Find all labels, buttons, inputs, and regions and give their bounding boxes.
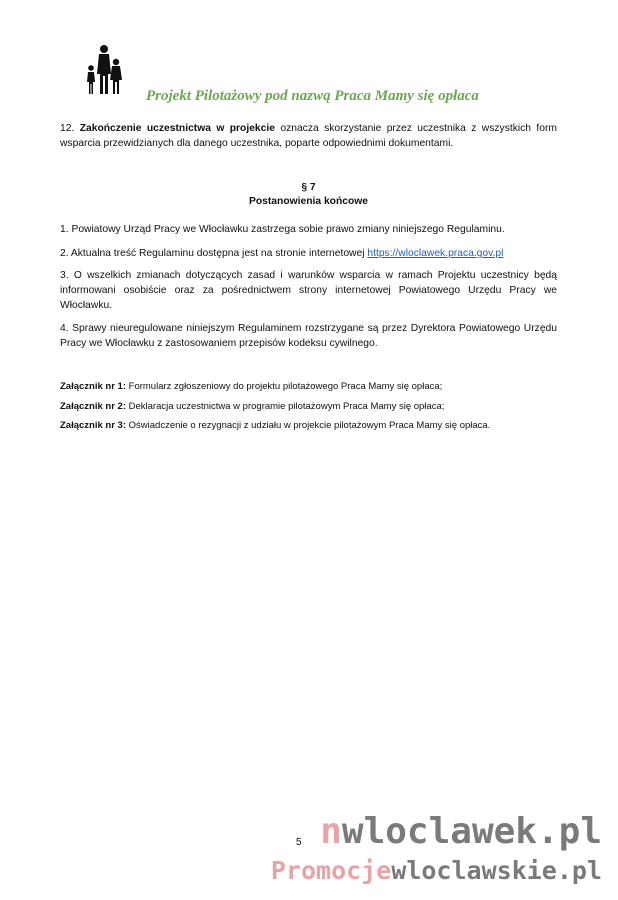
family-silhouette-logo: [84, 44, 124, 96]
annex-1-label: Załącznik nr 1:: [60, 381, 126, 392]
page-number: 5: [296, 837, 302, 848]
paragraph-point-3: 3. O wszelkich zmianach dotyczących zasad i warunków wsparcia w ramach Projektu uczestnicy będą informowani osobiście oraz za pośrednictwem strony internetowej Powiatowego Urzędu Pracy we Włocławku.: [60, 270, 557, 311]
paragraph-point-1: 1. Powiatowy Urząd Pracy we Włocławku zastrzega sobie prawo zmiany niniejszego Regulaminu.: [60, 224, 505, 235]
point-2-text: 2. Aktualna treść Regulaminu dostępna jest na stronie internetowej: [60, 248, 368, 259]
annex-3-label: Załącznik nr 3:: [60, 420, 126, 431]
watermark-promocje-word: Promocje: [270, 856, 392, 885]
point-12-number: 12.: [60, 123, 80, 134]
document-title: Projekt Pilotażowy pod nazwą Praca Mamy się opłaca: [146, 88, 479, 104]
annex-3: [60, 419, 557, 433]
website-link[interactable]: https://wloclawek.praca.gov.pl: [367, 248, 504, 259]
point-12-text: oznacza skorzystanie przez uczestnika z wszystkich form wsparcia przewidzianych dla danego uczestnika, poparte odpowiednimi dokumentami.: [60, 123, 557, 149]
annex-1-text: Formularz zgłoszeniowy do projektu pilotażowego Praca Mamy się opłaca;: [126, 381, 443, 392]
annex-2-text: Deklaracja uczestnictwa w programie pilotażowym Praca Mamy się opłaca;: [126, 401, 445, 412]
watermark-n: n: [320, 811, 342, 852]
annex-1: [60, 380, 557, 394]
section-heading: Postanowienia końcowe: [248, 196, 368, 207]
watermark-promocje: [271, 856, 602, 886]
watermark-nwloclawek: [320, 812, 602, 852]
paragraph-point-4: 4. Sprawy nieuregulowane niniejszym Regulaminem rozstrzygane są przez Dyrektora Powiatowego Urzędu Pracy we Włocławku z zastosowaniem przepisów kodeksu cywilnego.: [60, 323, 557, 349]
paragraph-point-2: [60, 246, 557, 261]
watermark-wloclawskie: wloclawskie.pl: [391, 856, 602, 885]
annex-2: [60, 400, 557, 414]
annex-3-text: Oświadczenie o rezygnacji z udziału w projekcie pilotażowym Praca Mamy się opłaca.: [126, 420, 491, 431]
point-12-bold-term: Zakończenie uczestnictwa w projekcie: [79, 123, 275, 134]
paragraph-point-12: [60, 121, 557, 151]
annex-2-label: Załącznik nr 2:: [60, 401, 126, 412]
section-number: § 7: [301, 182, 316, 193]
watermark-wloclawek: wloclawek.pl: [341, 811, 602, 852]
